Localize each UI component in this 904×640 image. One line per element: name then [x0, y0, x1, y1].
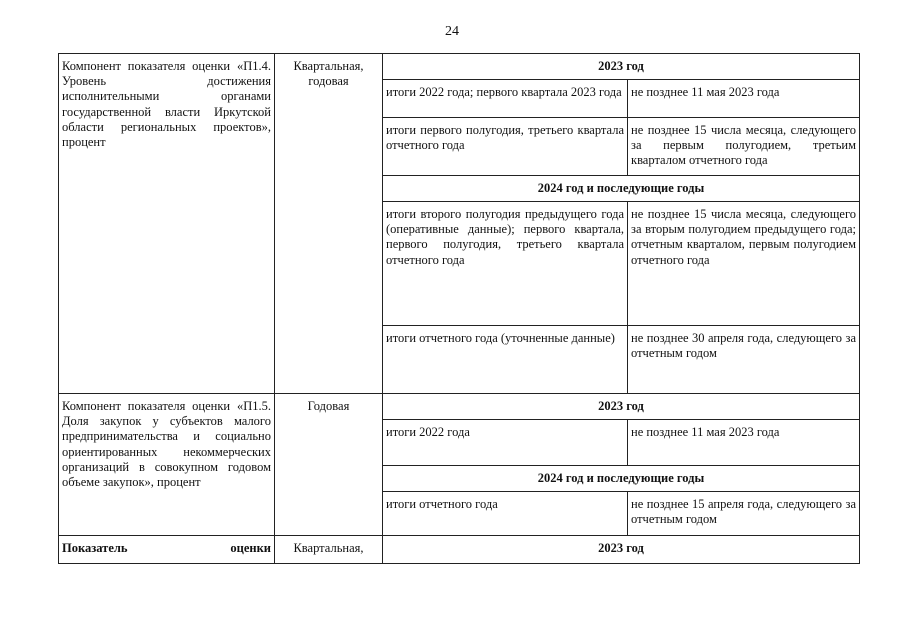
indicator-component-p14: Компонент показателя оценки «П1.4. Уровень достижения исполнительными органами государственной власти Иркутской области региональных проектов», процент [59, 54, 275, 394]
reporting-schedule-table [58, 53, 860, 564]
periodicity-p15: Годовая [275, 394, 383, 536]
table-row [59, 394, 860, 420]
periodicity-next: Квартальная, [275, 536, 383, 564]
submission-deadline: не позднее 15 апреля года, следующего за отчетным годом [628, 492, 860, 536]
indicator-component-p15: Компонент показателя оценки «П1.5. Доля закупок у субъектов малого предпринимательства и социально ориентированных некоммерческих организаций в совокупном годовом объеме закупок», процент [59, 394, 275, 536]
year-heading-2024: 2024 год и последующие годы [383, 176, 860, 202]
reporting-period: итоги 2022 года [383, 420, 628, 466]
submission-deadline: не позднее 15 числа месяца, следующего за первым полугодием, третьим кварталом отчетного года [628, 118, 860, 176]
submission-deadline: не позднее 30 апреля года, следующего за отчетным годом [628, 326, 860, 394]
year-heading-2023: 2023 год [383, 394, 860, 420]
table-row [59, 536, 860, 564]
year-heading-2023: 2023 год [383, 536, 860, 564]
table-row [59, 54, 860, 80]
year-heading-2024: 2024 год и последующие годы [383, 466, 860, 492]
reporting-period: итоги первого полугодия, третьего квартала отчетного года [383, 118, 628, 176]
submission-deadline: не позднее 11 мая 2023 года [628, 420, 860, 466]
reporting-period: итоги отчетного года [383, 492, 628, 536]
indicator-word: Показатель [62, 541, 128, 555]
indicator-name-next [59, 536, 275, 564]
year-heading-2023: 2023 год [383, 54, 860, 80]
reporting-period: итоги отчетного года (уточненные данные) [383, 326, 628, 394]
submission-deadline: не позднее 11 мая 2023 года [628, 80, 860, 118]
page-number: 24 [445, 24, 459, 39]
reporting-period: итоги 2022 года; первого квартала 2023 года [383, 80, 628, 118]
periodicity-p14: Квартальная, годовая [275, 54, 383, 394]
reporting-period: итоги второго полугодия предыдущего года (оперативные данные); первого квартала, первого полугодия, третьего квартала отчетного года [383, 202, 628, 326]
indicator-word: оценки [230, 541, 271, 555]
submission-deadline: не позднее 15 числа месяца, следующего за вторым полугодием предыдущего года; отчетным кварталом, первым полугодием отчетного года [628, 202, 860, 326]
